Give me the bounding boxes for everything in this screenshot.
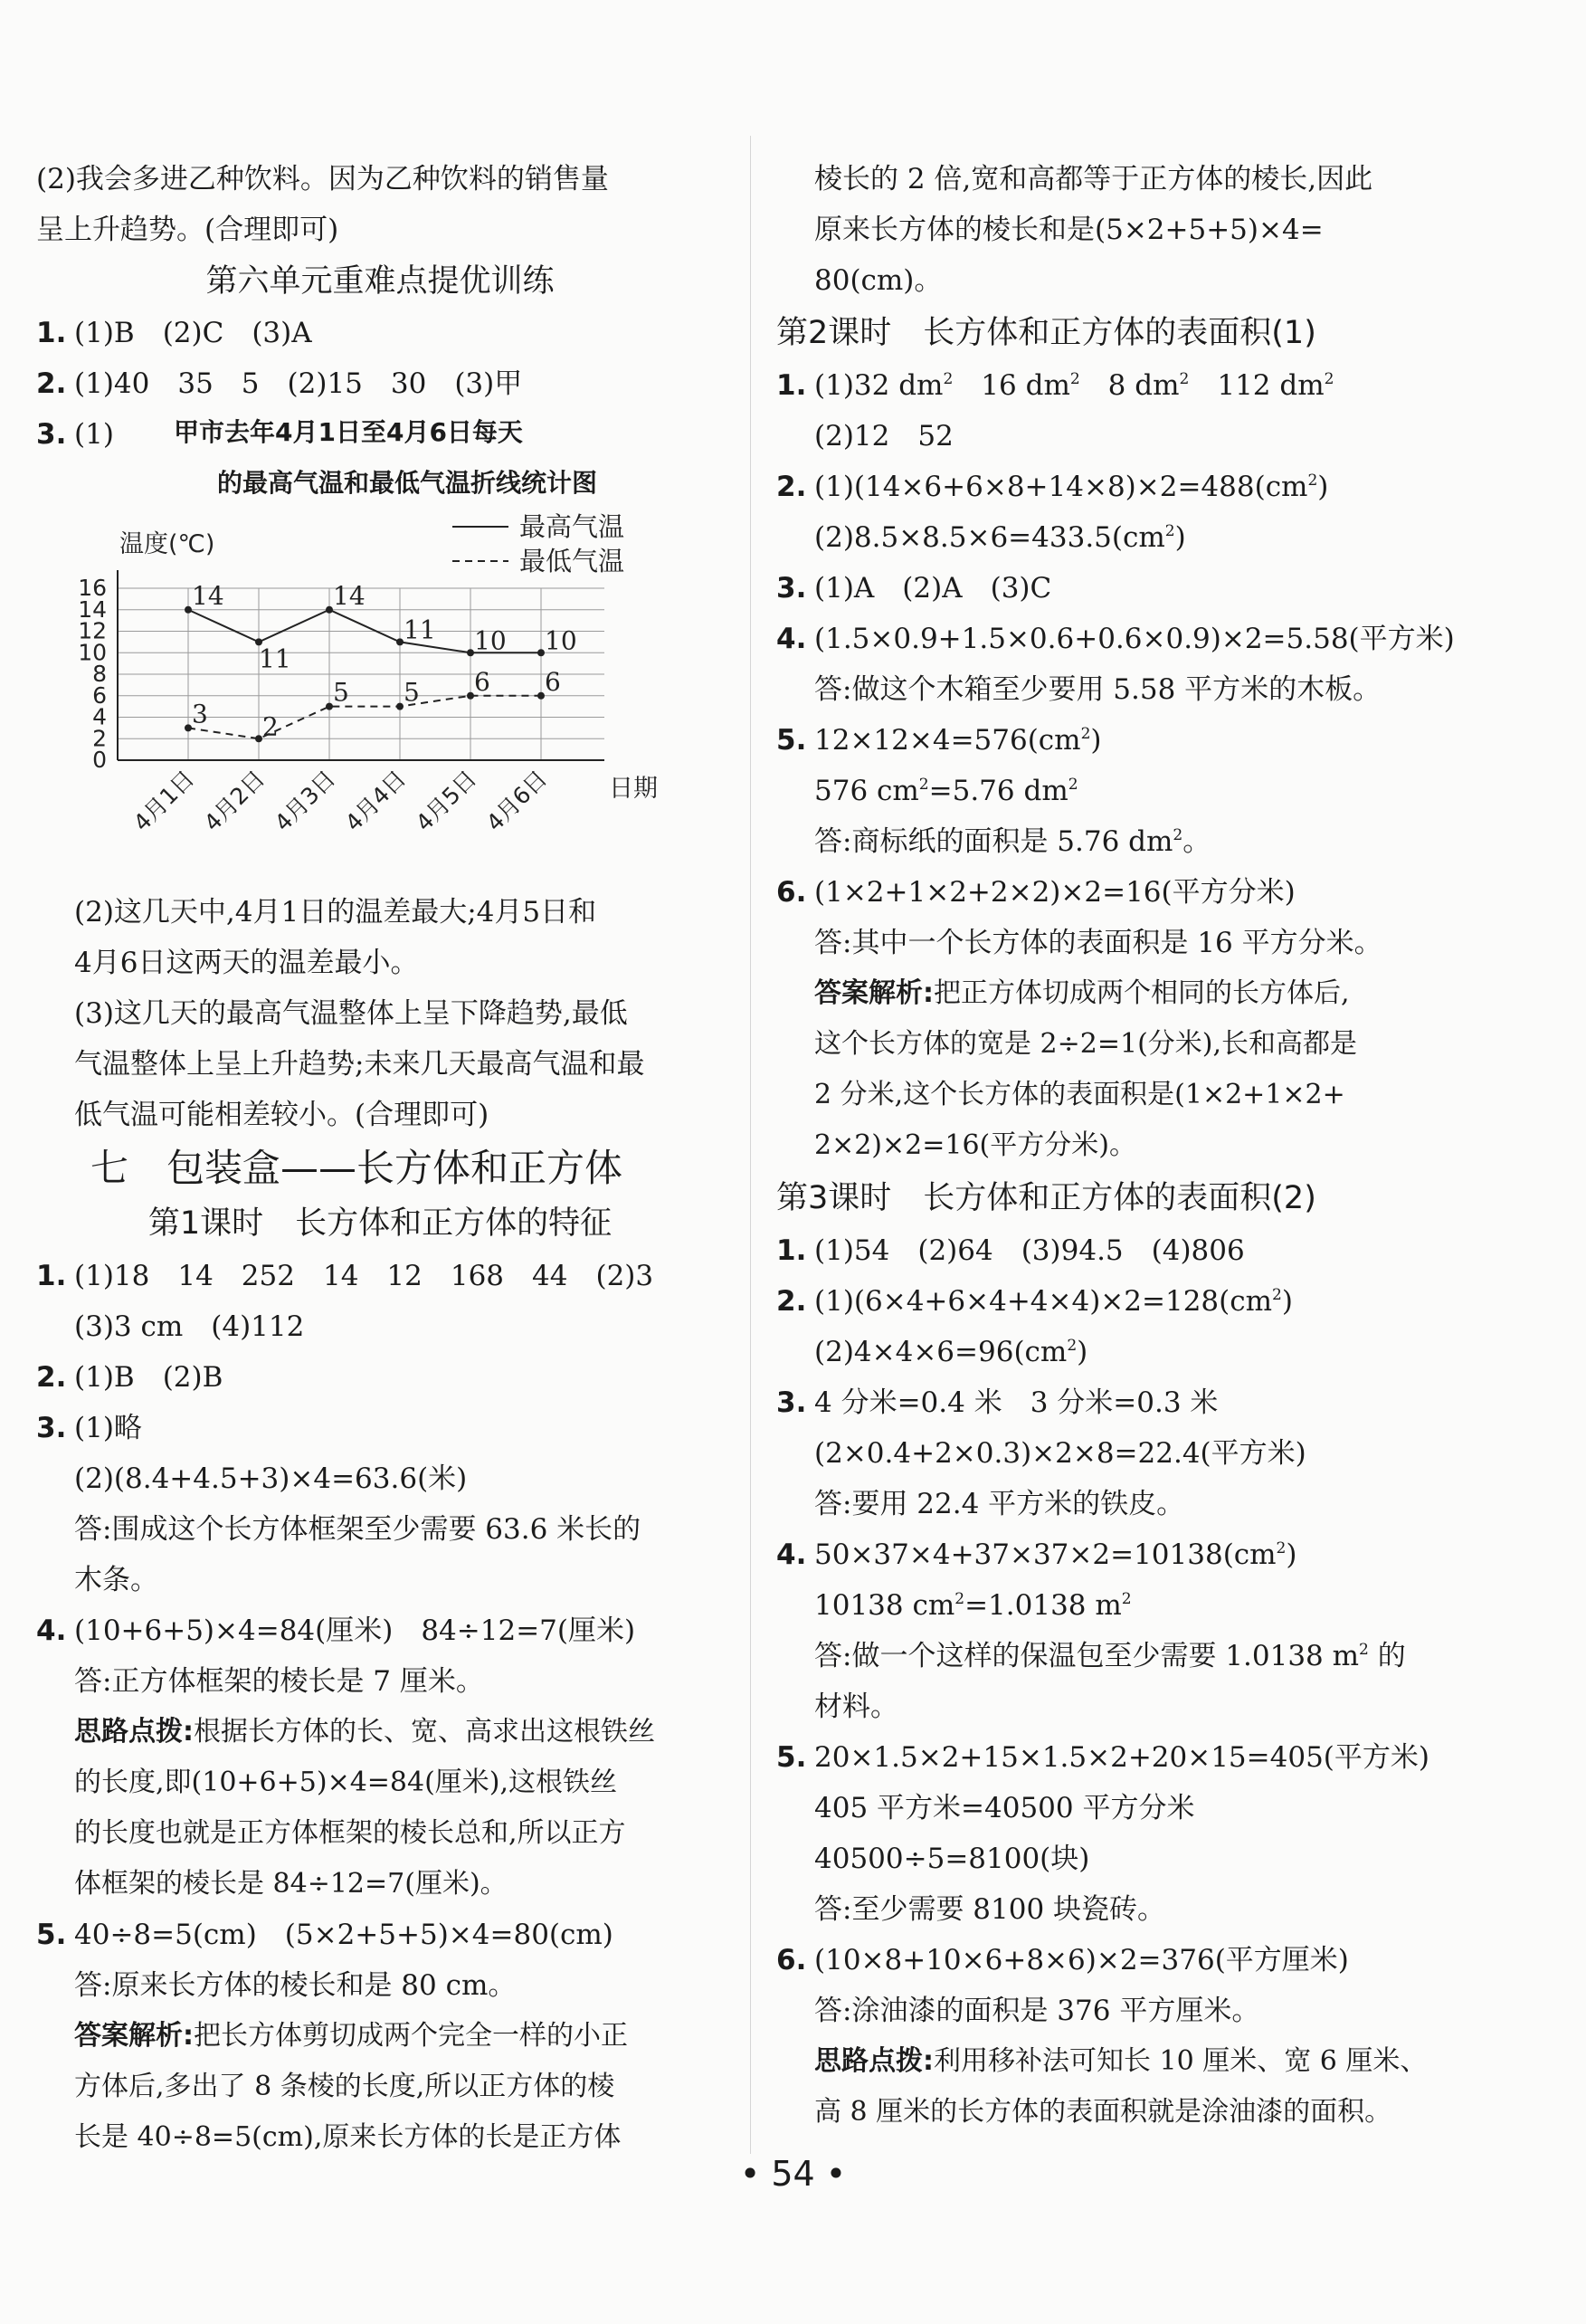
legend-label: 最高气温 — [519, 511, 625, 542]
l2-q3: 3. (1)A (2)A (3)C — [776, 572, 1052, 605]
data-point — [467, 692, 474, 700]
l1-q4a: 4. (10+6+5)×4=84(厘米) 84÷12=7(厘米) — [36, 1614, 636, 1647]
l3-q2b: $(2)4\times 4\times 6=96(cm^2)$ — [814, 1336, 1088, 1368]
y-tick-label: 2 — [92, 725, 107, 752]
l2-q5b: 576 $cm^2=5.76$ $dm^2$ — [814, 775, 1078, 807]
l2-q2b: $(2)8.5\times 8.5\times 6=433.5(cm^2)$ — [814, 521, 1186, 554]
l1-q5b: 答:原来长方体的棱长和是 80 cm。 — [74, 1969, 517, 2002]
l1-q4b: 答:正方体框架的棱长是 7 厘米。 — [74, 1665, 484, 1698]
x-tick-label: 4月1日 — [128, 765, 200, 837]
l3-q6b: 答:涂油漆的面积是 376 平方厘米。 — [814, 1995, 1260, 2027]
intro-line-2: 呈上升趋势。(合理即可) — [36, 214, 339, 246]
data-label: 3 — [192, 699, 208, 729]
s6-q3-p3c: 低气温可能相差较小。(合理即可) — [74, 1099, 489, 1131]
data-label: 6 — [474, 666, 490, 697]
temperature-line-chart — [36, 507, 706, 887]
lesson3-title: 第3课时 长方体和正方体的表面积(2) — [776, 1180, 1316, 1216]
data-label: 5 — [404, 677, 420, 708]
l1-q5e: 长是 40÷8=5(cm),原来长方体的长是正方体 — [74, 2121, 622, 2153]
y-tick-label: 12 — [78, 617, 107, 644]
x-tick-label: 4月6日 — [480, 765, 553, 837]
y-tick-label: 4 — [92, 703, 107, 730]
data-point — [396, 638, 404, 645]
l1-q5a: 5. 40÷8=5(cm) (5×2+5+5)×4=80(cm) — [36, 1919, 613, 1951]
l2-q4b: 答:做这个木箱至少要用 5.58 平方米的木板。 — [814, 673, 1382, 706]
x-tick-label: 4月5日 — [410, 765, 482, 837]
l3-q4c: 答:做一个这样的保温包至少需要 1.0138 $m^2$ 的 — [814, 1640, 1406, 1672]
x-tick-label: 4月3日 — [269, 765, 341, 837]
data-label: 2 — [262, 711, 279, 742]
l2-q6d: 这个长方体的宽是 2÷2=1(分米),长和高都是 — [814, 1028, 1358, 1060]
legend-label: 最低气温 — [519, 546, 625, 576]
l1-q3a: 3. (1)略 — [36, 1412, 142, 1444]
l2-q6-analysis: 答案解析:把正方体切成两个相同的长方体后, — [814, 977, 1350, 1009]
intro-line-1: (2)我会多进乙种饮料。因为乙种饮料的销售量 — [36, 163, 609, 195]
l1-q2: 2. (1)B (2)B — [36, 1361, 223, 1394]
l3-q3a: 3. 4 分米=0.4 米 3 分米=0.3 米 — [776, 1386, 1219, 1419]
l3-q5d: 答:至少需要 8100 块瓷砖。 — [814, 1893, 1166, 1926]
y-tick-label: 8 — [92, 661, 107, 687]
s6-q2: 2. (1)40 35 5 (2)15 30 (3)甲 — [36, 367, 523, 400]
chart-grid — [118, 588, 604, 760]
l2-q6e: 2 分米,这个长方体的表面积是(1×2+1×2+ — [814, 1079, 1345, 1110]
l2-q6b: 答:其中一个长方体的表面积是 16 平方分米。 — [814, 927, 1382, 959]
data-point — [396, 703, 404, 710]
x-tick-label: 4月2日 — [198, 765, 271, 837]
right-column — [776, 154, 1473, 2138]
y-tick-label: 16 — [78, 575, 107, 601]
l1-q3b: (2)(8.4+4.5+3)×4=63.6(米) — [74, 1462, 468, 1495]
l3-q6a: 6. (10×8+10×6+8×6)×2=376(平方厘米) — [776, 1944, 1349, 1976]
y-axis-label: 温度(℃) — [119, 530, 215, 558]
data-point — [255, 735, 262, 742]
l2-q1b: (2)12 52 — [814, 420, 954, 452]
l3-q2a: 2. $(1)(6\times 4+6\times 4+4\times 4)\times 2=128(cm^2)$ — [776, 1285, 1293, 1318]
l3-q5a: 5. 20×1.5×2+15×1.5×2+20×15=405(平方米) — [776, 1741, 1429, 1774]
l1-q5-analysis: 答案解析:把长方体剪切成两个完全一样的小正 — [74, 2020, 628, 2052]
l2-q4a: 4. (1.5×0.9+1.5×0.6+0.6×0.9)×2=5.58(平方米) — [776, 623, 1455, 655]
lesson1-title: 第1课时 长方体和正方体的特征 — [147, 1205, 613, 1242]
l1-q3d: 木条。 — [74, 1564, 158, 1596]
y-tick-label: 0 — [92, 747, 107, 773]
l3-q4d: 材料。 — [814, 1691, 898, 1723]
s6-q3-p3a: (3)这几天的最高气温整体上呈下降趋势,最低 — [74, 997, 628, 1030]
unit6-review-title: 第六单元重难点提优训练 — [205, 263, 555, 300]
left-column — [36, 154, 724, 2163]
chart-title-line-2: 的最高气温和最低气温折线统计图 — [216, 468, 597, 498]
l1-q5d: 方体后,多出了 8 条棱的长度,所以正方体的棱 — [74, 2071, 615, 2102]
data-point — [326, 703, 333, 710]
l1-q3c: 答:围成这个长方体框架至少需要 63.6 米长的 — [74, 1513, 641, 1546]
chart-series — [185, 581, 577, 743]
l3-q1: 1. (1)54 (2)64 (3)94.5 (4)806 — [776, 1234, 1245, 1267]
l2-q5c: 答:商标纸的面积是 5.76 $dm^2$。 — [814, 825, 1211, 858]
data-point — [537, 692, 545, 700]
y-tick-label: 6 — [92, 681, 107, 709]
l2-q5a: 5. $12\times 12\times 4=576(cm^2)$ — [776, 724, 1102, 757]
y-tick-label: 14 — [78, 595, 107, 623]
data-label: 6 — [545, 666, 561, 697]
data-point — [326, 606, 333, 614]
lesson2-title: 第2课时 长方体和正方体的表面积(1) — [776, 315, 1316, 351]
l1-q1b: (3)3 cm (4)112 — [74, 1310, 305, 1343]
l3-q6d: 高 8 厘米的长方体的表面积就是涂油漆的面积。 — [814, 2096, 1392, 2128]
s6-q1: 1. (1)B (2)C (3)A — [36, 317, 312, 349]
chart-title-row-1: 3. (1) 甲市去年4月1日至4月6日每天 — [36, 409, 724, 460]
cont-c: 80(cm)。 — [814, 264, 943, 297]
data-label: 14 — [192, 580, 224, 611]
l1-q4-hint: 思路点拨:根据长方体的长、宽、高求出这根铁丝 — [74, 1716, 655, 1748]
l3-q6-hint: 思路点拨:利用移补法可知长 10 厘米、宽 6 厘米、 — [814, 2045, 1428, 2077]
data-label: 14 — [333, 580, 366, 611]
l1-q1a: 1. (1)18 14 252 14 12 168 44 (2)3 — [36, 1260, 654, 1292]
l2-q1a: 1. (1)32 $dm^2$ 16 $dm^2$ 8 $dm^2$ 112 $dm^2$ — [776, 369, 1334, 402]
l1-q4e: 的长度也就是正方体框架的棱长总和,所以正方 — [74, 1817, 626, 1849]
chart-title-line-1: 甲市去年4月1日至4月6日每天 — [174, 417, 523, 447]
l1-q4d: 的长度,即(10+6+5)×4=84(厘米),这根铁丝 — [74, 1767, 618, 1798]
l2-q2a: 2. $(1)(14\times 6+6\times 8+14\times 8)\times 2=488(cm^2)$ — [776, 471, 1329, 503]
l1-q4f: 体框架的棱长是 84÷12=7(厘米)。 — [74, 1868, 508, 1900]
data-point — [185, 606, 192, 614]
l2-q6a: 6. (1×2+1×2+2×2)×2=16(平方分米) — [776, 876, 1296, 909]
chart-legend — [452, 511, 624, 576]
cont-a: 棱长的 2 倍,宽和高都等于正方体的棱长,因此 — [814, 163, 1373, 195]
column-divider — [750, 136, 751, 2154]
data-point — [185, 724, 192, 731]
x-axis-label: 日期 — [609, 775, 658, 803]
data-label: 10 — [545, 625, 577, 656]
data-point — [467, 649, 474, 656]
l3-q5c: 40500÷5=8100(块) — [814, 1843, 1090, 1875]
l3-q3c: 答:要用 22.4 平方米的铁皮。 — [814, 1488, 1185, 1520]
data-label: 11 — [404, 614, 436, 645]
unit7-title: 七 包装盒——长方体和正方体 — [90, 1146, 623, 1190]
l3-q3b: (2×0.4+2×0.3)×2×8=22.4(平方米) — [814, 1437, 1306, 1470]
l3-q5b: 405 平方米=40500 平方分米 — [814, 1792, 1195, 1824]
data-point — [537, 649, 545, 656]
data-label: 5 — [333, 677, 349, 708]
s6-q3-p2a: (2)这几天中,4月1日的温差最大;4月5日和 — [74, 896, 597, 929]
x-tick-label: 4月4日 — [339, 765, 412, 837]
l2-q6f: 2×2)×2=16(平方分米)。 — [814, 1129, 1136, 1161]
s6-q3-p3b: 气温整体上呈上升趋势;未来几天最高气温和最 — [74, 1048, 645, 1081]
l3-q4a: 4. $50\times 37\times 4+37\times 37\times 2=10138(cm^2)$ — [776, 1538, 1297, 1571]
l3-q4b: 10138 $cm^2=1.0138$ $m^2$ — [814, 1589, 1132, 1622]
data-label: 10 — [474, 625, 507, 656]
s6-q3-p2b: 4月6日这两天的温差最小。 — [74, 947, 419, 979]
y-tick-label: 10 — [78, 639, 107, 666]
data-label: 11 — [259, 643, 291, 674]
s6-q3-label: (1) — [74, 418, 114, 451]
cont-b: 原来长方体的棱长和是(5×2+5+5)×4= — [814, 214, 1324, 246]
page-number: • 54 • — [739, 2154, 847, 2194]
